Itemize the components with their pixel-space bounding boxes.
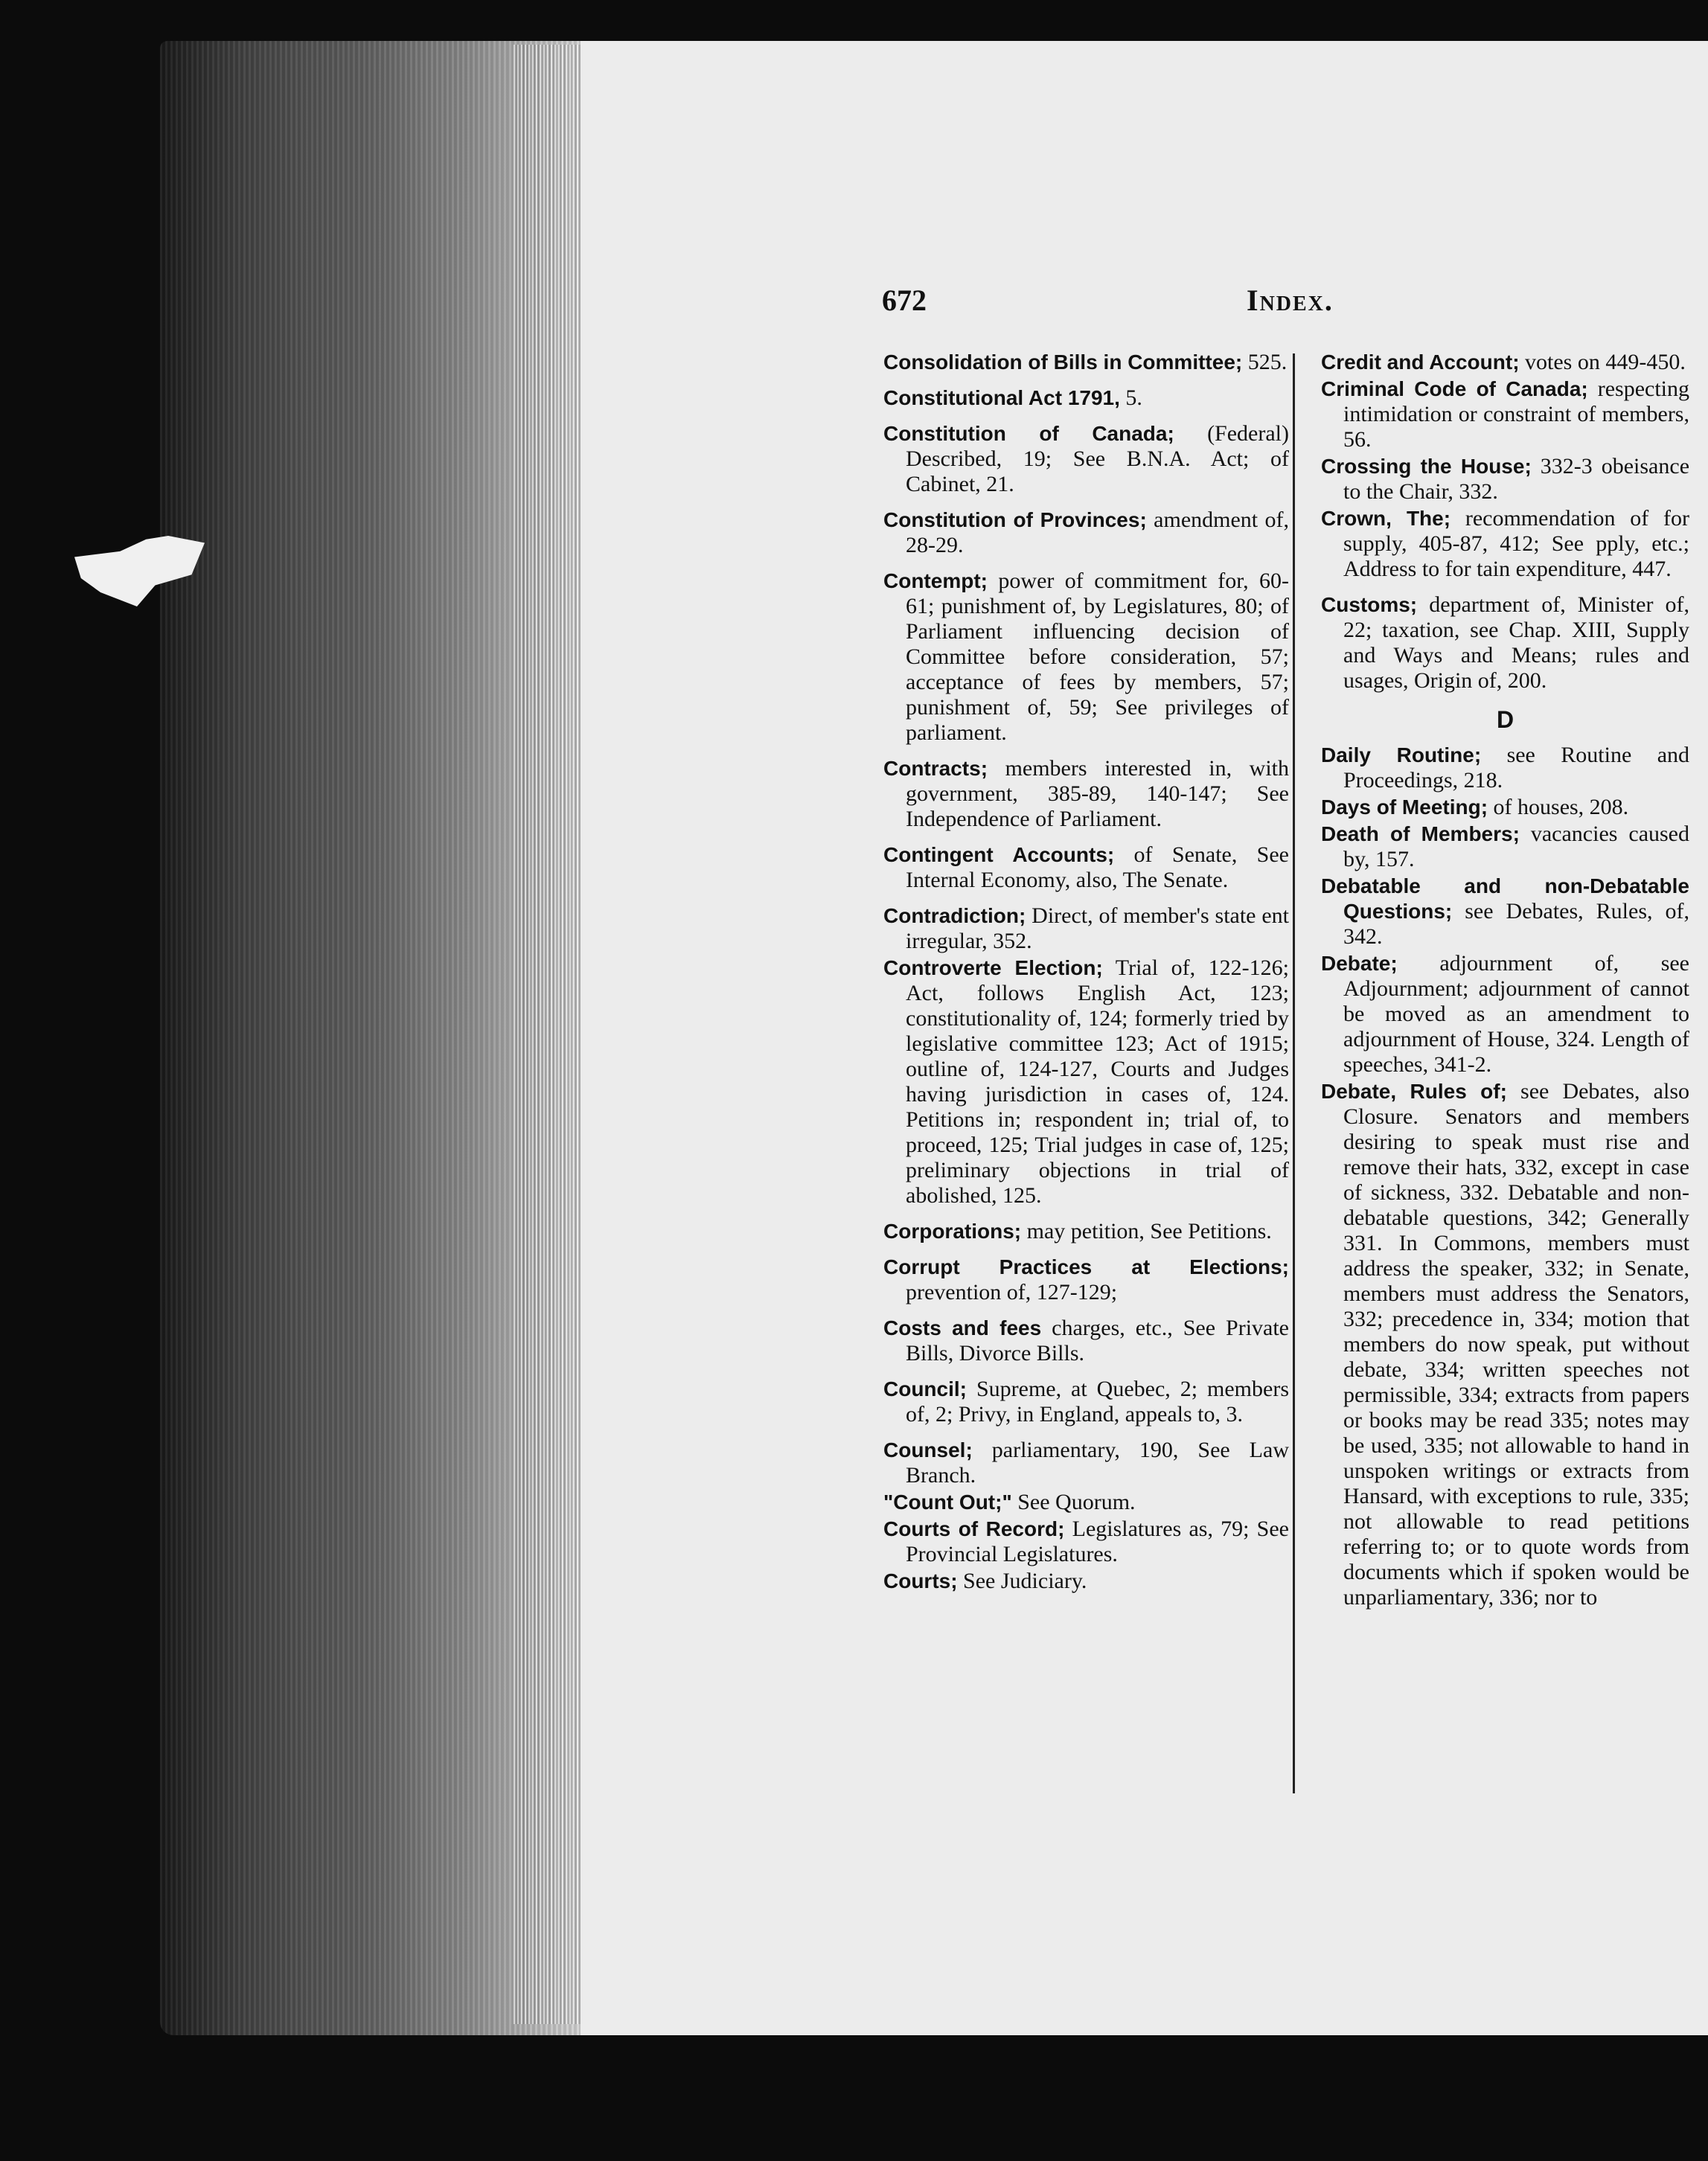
entry-text: charges, etc., See Private Bills, Divorce Bills. xyxy=(906,1316,1289,1366)
entry-text: of houses, 208. xyxy=(1488,795,1629,819)
index-entry xyxy=(1321,743,1689,793)
entry-term: Courts of Record; xyxy=(883,1517,1065,1540)
entry-term: Counsel; xyxy=(883,1438,973,1462)
entry-term: Criminal Code of Canada; xyxy=(1321,377,1588,400)
page-edge-highlight xyxy=(514,45,584,2024)
entry-term: Constitution of Canada; xyxy=(883,422,1174,445)
entry-term: Contradiction; xyxy=(883,904,1026,927)
index-entry xyxy=(1321,795,1689,820)
page-number: 672 xyxy=(882,284,927,317)
entry-text: may petition, See Petitions. xyxy=(1021,1219,1272,1243)
entry-text: of Senate, See Internal Economy, also, The Senate. xyxy=(906,842,1289,892)
index-entry xyxy=(883,1377,1289,1427)
index-entry xyxy=(883,385,1289,411)
entry-text: 332-3 obeisance to the Chair, 332. xyxy=(1343,454,1690,504)
entry-text: Legislatures as, 79; See Provincial Legislatures. xyxy=(906,1517,1290,1566)
entry-text: see Debates, Rules, of, 342. xyxy=(1343,899,1689,949)
entry-text: Trial of, 122-126; Act, follows English Act, 123; constitutionality of, 124; formerly tried by legislative committee 123; Act of 1915; outline of, 124-127, Courts and Judges having jurisdiction in cases of, 124. Petitions in; respondent in; trial of, to proceed, 125; Trial judges in case of, 125; preliminary objections in trial of abolished, 125. xyxy=(906,955,1289,1208)
entry-text: (Federal) Described, 19; See B.N.A. Act; of Cabinet, 21. xyxy=(906,421,1290,496)
entry-text: 525. xyxy=(1242,350,1288,374)
entry-term: Courts; xyxy=(883,1569,958,1592)
index-entry xyxy=(883,955,1289,1208)
entry-text: see Debates, also Closure. Senators and members desiring to speak must rise and remove their hats, 332, except in case of sickness, 332. Debatable and non-debatable questions, 342; Generally 331. In Commons, members must address the speaker, 332; in Senate, members must address the Senators, 332; precedence in, 334; motion that members do now speak, put without debate, 334; written speeches not permissible, 334; extracts from papers or books may be read 335; notes may be used, 335; not allowable to hand in unspoken writings or extracts from Hansard, with exceptions to rule, 335; not allowable to read petitions referring to; or to quote words from documents which if spoken would be unparliamentary, 336; nor to xyxy=(1343,1079,1689,1610)
entry-text: members interested in, with government, 385-89, 140-147; See Independence of Parliament. xyxy=(906,756,1289,831)
index-entry xyxy=(883,842,1289,893)
entry-term: Crown, The; xyxy=(1321,507,1451,530)
entry-text: recommendation of for supply, 405-87, 412; See pply, etc.; Address to for tain expenditure, 447. xyxy=(1343,506,1690,581)
index-entry xyxy=(883,569,1289,746)
entry-term: Debate, Rules of; xyxy=(1321,1080,1507,1103)
entry-term: Contingent Accounts; xyxy=(883,843,1115,866)
entry-text: Supreme, at Quebec, 2; members of, 2; Privy, in England, appeals to, 3. xyxy=(906,1377,1289,1427)
entry-term: Debate; xyxy=(1321,952,1398,975)
entry-text: prevention of, 127-129; xyxy=(906,1280,1118,1304)
column-rule xyxy=(1293,353,1295,1793)
index-entry xyxy=(1321,350,1689,375)
entry-term: Crossing the House; xyxy=(1321,455,1532,478)
entry-term: Contracts; xyxy=(883,757,988,780)
page-header xyxy=(882,283,1626,335)
index-page xyxy=(580,41,1708,2035)
entry-term: "Count Out;" xyxy=(883,1491,1012,1514)
entry-text: vacancies caused by, 157. xyxy=(1343,822,1689,871)
index-entry xyxy=(1321,874,1689,950)
right-column xyxy=(1321,350,1689,1621)
entry-term: Corrupt Practices at Elections; xyxy=(883,1255,1289,1278)
entry-term: Corporations; xyxy=(883,1220,1022,1243)
index-entry xyxy=(883,1219,1289,1244)
entry-term: Constitutional Act 1791, xyxy=(883,386,1120,409)
entry-term: Customs; xyxy=(1321,593,1418,616)
entry-text: department of, Minister of, 22; taxation, see Chap. XIII, Supply and Ways and Means; rules and usages, Origin of, 200. xyxy=(1343,592,1689,693)
section-letter: D xyxy=(1496,706,1515,733)
index-entry xyxy=(1321,377,1689,452)
entry-text: See Quorum. xyxy=(1011,1490,1136,1514)
index-entry xyxy=(883,508,1289,558)
running-head: Index. xyxy=(1247,284,1334,317)
index-entry xyxy=(883,350,1289,375)
entry-text: see Routine and Proceedings, 218. xyxy=(1343,743,1690,793)
entry-term: Contempt; xyxy=(883,569,988,592)
index-entry xyxy=(883,1255,1289,1305)
index-entry xyxy=(1321,454,1689,505)
index-entry xyxy=(883,1316,1289,1366)
entry-text: 5. xyxy=(1119,385,1142,410)
index-entry xyxy=(883,1490,1289,1515)
entry-term: Days of Meeting; xyxy=(1321,795,1488,819)
entry-term: Credit and Account; xyxy=(1321,350,1520,374)
left-column xyxy=(883,350,1289,1604)
index-entry xyxy=(1321,592,1689,694)
entry-text: respecting intimidation or constraint of members, 56. xyxy=(1343,377,1690,452)
entry-text: amendment of, 28-29. xyxy=(906,508,1289,557)
entry-text: adjournment of, see Adjournment; adjournment of cannot be moved as an amendment to adjournment of House, 324. Length of speeches, 341-2. xyxy=(1343,951,1689,1077)
entry-term: Debatable and non-Debatable Questions; xyxy=(1321,874,1689,923)
index-entry xyxy=(883,1438,1289,1488)
entry-text: Direct, of member's state ent irregular, 352. xyxy=(906,903,1289,953)
entry-text: See Judiciary. xyxy=(957,1569,1087,1593)
index-entry xyxy=(883,1569,1289,1594)
index-entry xyxy=(1321,822,1689,872)
entry-text: parliamentary, 190, See Law Branch. xyxy=(906,1438,1289,1488)
entry-term: Daily Routine; xyxy=(1321,743,1482,766)
entry-term: Council; xyxy=(883,1377,967,1400)
index-entry xyxy=(883,1517,1289,1567)
index-entry xyxy=(1321,1079,1689,1610)
entry-term: Costs and fees xyxy=(883,1316,1042,1339)
entry-term: Constitution of Provinces; xyxy=(883,508,1147,531)
entry-term: Death of Members; xyxy=(1321,822,1520,845)
entry-text: power of commitment for, 60-61; punishment of, by Legislatures, 80; of Parliament influencing decision of Committee before consideration, 57; acceptance of fees by members, 57; punishment of, 59; See privileges of parliament. xyxy=(906,569,1289,745)
index-entry xyxy=(1321,951,1689,1078)
index-entry xyxy=(883,421,1289,497)
index-entry xyxy=(1321,506,1689,582)
index-entry xyxy=(883,756,1289,832)
index-entry xyxy=(883,903,1289,954)
entry-term: Consolidation of Bills in Committee; xyxy=(883,350,1243,374)
entry-term: Controverte Election; xyxy=(883,956,1103,979)
entry-text: votes on 449-450. xyxy=(1519,350,1686,374)
